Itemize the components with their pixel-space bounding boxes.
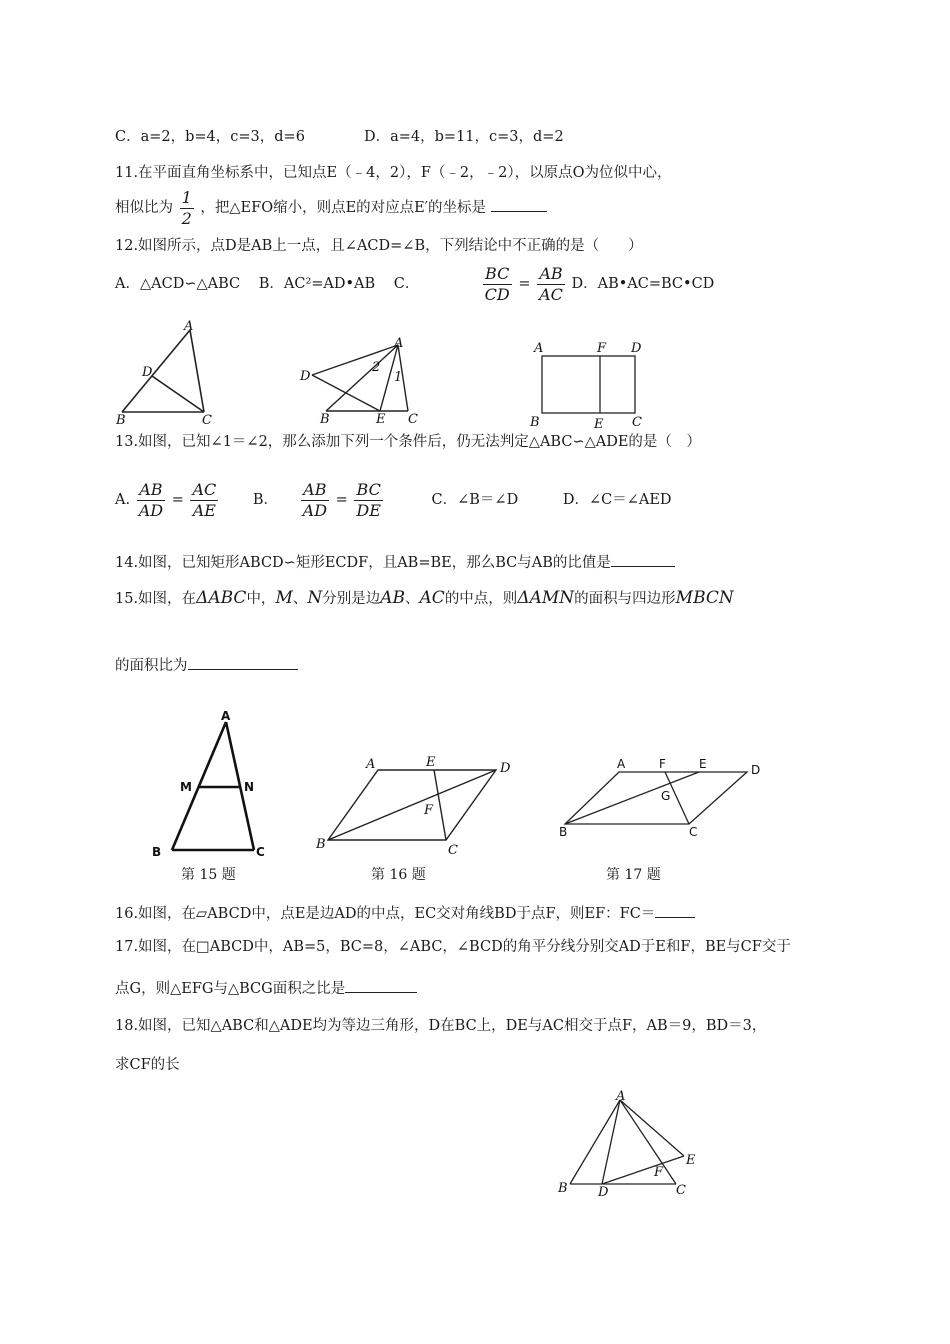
q15-ac: AC [419,588,445,608]
segment-ad [602,1100,620,1184]
q15-m: M [275,588,293,608]
label-a: A [616,1089,626,1104]
label-f: F [654,1165,664,1180]
label-a: A [394,336,404,351]
q11-ratio-den: 2 [181,208,192,228]
q13-b-den1: AD [302,500,328,520]
q16-text: 16.如图，在▱ABCD中，点E是边AD的中点，EC交对角线BD于点F，则EF：FC＝ [115,906,656,922]
q18-stem-line1: 18.如图，已知△ABC和△ADE均为等边三角形，D在BC上，DE与AC相交于点F，AB＝9，BD＝3， [115,1018,767,1034]
figure-q18-triangles [550,1088,700,1200]
q13-a-frac1 [137,480,165,521]
q17-line2: 点G，则△EFG与△BCG面积之比是 [115,981,346,997]
q13-b-equals: = [335,492,348,508]
label-b: B [316,837,326,852]
label-d: D [751,763,761,777]
caption-q15: 第 15 题 [181,867,236,883]
q12-stem: 12.如图所示，点D是AB上一点，且∠ACD=∠B，下列结论中不正确的是（ ） [115,238,643,254]
label-d: D [500,761,511,776]
caption-q16: 第 16 题 [371,867,426,883]
q14-text: 14.如图，已知矩形ABCD∽矩形ECDF，且AB=BE，那么BC与AB的比值是 [115,555,611,571]
label-angle-2: 2 [372,360,381,375]
q13-a-frac2 [190,480,218,521]
q14-stem [115,551,675,573]
label-c: C [689,825,698,839]
label-g: G [661,789,671,803]
q10-option-d: D．a=4，b=11，c=3，d=2 [364,129,564,145]
segment-dc [152,376,204,412]
q13-b-num2: BC [354,480,383,501]
label-f: F [597,341,607,356]
figure-q14-rectangles [528,338,648,433]
label-d: D [598,1185,609,1200]
q13-a-equals: = [171,492,184,508]
q15-ab: AB [380,588,406,608]
q12-c-frac1 [483,264,512,305]
figure-q12-triangle [112,318,222,430]
q15-p6: 的中点，则 [444,591,518,607]
label-c: C [632,415,642,430]
label-b: B [320,412,330,427]
q15-p7: 的面积与四边形 [574,591,676,607]
q15-mbcn: MBCN [675,588,734,608]
q10-option-c: C．a=2，b=4，c=3，d=6 [115,129,305,145]
q11-ratio-fraction [180,188,194,229]
label-c: C [256,845,265,859]
label-b: B [152,845,162,859]
q12-c-equals: = [518,276,531,292]
q11-stem-line2 [115,186,547,230]
q17-stem-line2 [115,977,417,999]
q15-stem-line1 [115,588,734,609]
q13-option-c: C．∠B＝∠D [431,492,519,508]
label-m: M [180,780,192,794]
label-e: E [426,755,436,770]
q12-c-den1: CD [484,284,510,304]
q15-line2: 的面积比为 [115,658,188,674]
q13-b-frac2 [354,480,383,521]
label-a: A [534,341,544,356]
q13-option-b: B． [252,492,279,508]
segment-ab [570,1100,620,1184]
q13-stem: 13.如图，已知∠1＝∠2，那么添加下列一个条件后，仍无法判定△ABC∽△ADE的是（ ） [115,434,701,450]
q15-p2: 中， [246,591,276,607]
rectangle-abcd [542,356,635,413]
segment-ec [434,770,446,840]
label-c: C [676,1183,686,1198]
q16-answer-blank[interactable] [655,902,695,918]
q11-suffix: ，把△EFO缩小，则点E的对应点E′的坐标是 [200,200,487,216]
q14-answer-blank[interactable] [611,551,675,567]
q13-a-den1: AD [138,500,164,520]
segment-de [602,1156,684,1184]
q15-p5: 、 [405,591,420,607]
label-f: F [659,757,666,771]
q12-c-den2: AC [539,284,563,304]
q12-c-num2: AB [537,264,565,285]
label-e: E [594,417,604,432]
q13-b-den2: DE [356,500,381,520]
q17-stem-line1: 17.如图，在□ABCD中，AB=5，BC=8，∠ABC，∠BCD的角平分线分别交AD于E和F，BE与CF交于 [115,939,791,955]
q15-amn: ΔAMN [517,588,575,608]
caption-q17: 第 17 题 [606,867,661,883]
label-b: B [530,415,540,430]
figure-q13-triangles [296,335,426,430]
segment-ac [190,330,204,412]
q11-stem-line1: 11.在平面直角坐标系中，已知点E（﹣4，2），F（﹣2，﹣2），以原点O为位似中心， [115,165,672,181]
q13-b-frac1 [301,480,329,521]
label-c: C [408,412,418,427]
label-e: E [376,412,386,427]
q12-c-num1: BC [483,264,512,285]
q17-answer-blank[interactable] [345,977,417,993]
segment-ab [122,330,190,412]
q13-option-a: A. [115,492,131,508]
q15-triangle: ΔABC [196,588,247,608]
label-b: B [116,413,126,428]
q15-stem-line2 [115,654,298,676]
q18-stem-line2: 求CF的长 [115,1057,180,1073]
q13-a-den2: AE [192,500,216,520]
q12-c-frac2 [537,264,565,305]
label-c: C [448,843,458,858]
label-e: E [686,1153,696,1168]
q13-a-num1: AB [137,480,165,501]
label-a: A [366,757,376,772]
q12-option-a: A．△ACD∽△ABC [115,276,241,292]
figure-q16-parallelogram [312,748,522,860]
label-f: F [424,803,434,818]
label-b: B [558,1181,568,1196]
q12-options [115,262,714,306]
q13-b-num1: AB [301,480,329,501]
q15-p3: 、 [292,591,308,607]
q12-option-c: C． [393,276,420,292]
label-a: A [184,319,194,334]
figure-q15-triangle [146,708,276,860]
label-d: D [300,369,311,384]
label-b: B [559,825,568,839]
q11-answer-blank[interactable] [491,196,547,212]
figure-q17-parallelogram [555,754,775,844]
q12-option-d: D．AB•AC=BC•CD [571,276,715,292]
q16-stem [115,902,695,924]
q13-options [115,478,672,522]
q12-option-b: B．AC²=AD•AB [258,276,376,292]
label-d: D [631,341,642,356]
label-a: A [617,757,626,771]
q11-prefix: 相似比为 [115,200,173,216]
q11-ratio-num: 1 [181,187,192,207]
q15-n: N [307,588,323,608]
q13-option-d: D．∠C＝∠AED [562,492,672,508]
parallelogram-abcd [565,772,747,824]
q15-p4: 分别是边 [322,591,381,607]
q13-a-num2: AC [192,479,217,499]
segment-be [565,772,699,824]
segment-ad [312,345,398,375]
label-c: C [202,413,212,428]
label-angle-1: 1 [394,370,403,385]
label-d: D [142,365,153,380]
label-n: N [244,780,255,794]
segment-de [312,375,380,411]
label-e: E [699,757,707,771]
q15-answer-blank[interactable] [188,654,298,670]
label-a: A [221,709,231,723]
q15-p1: 15.如图，在 [115,591,197,607]
